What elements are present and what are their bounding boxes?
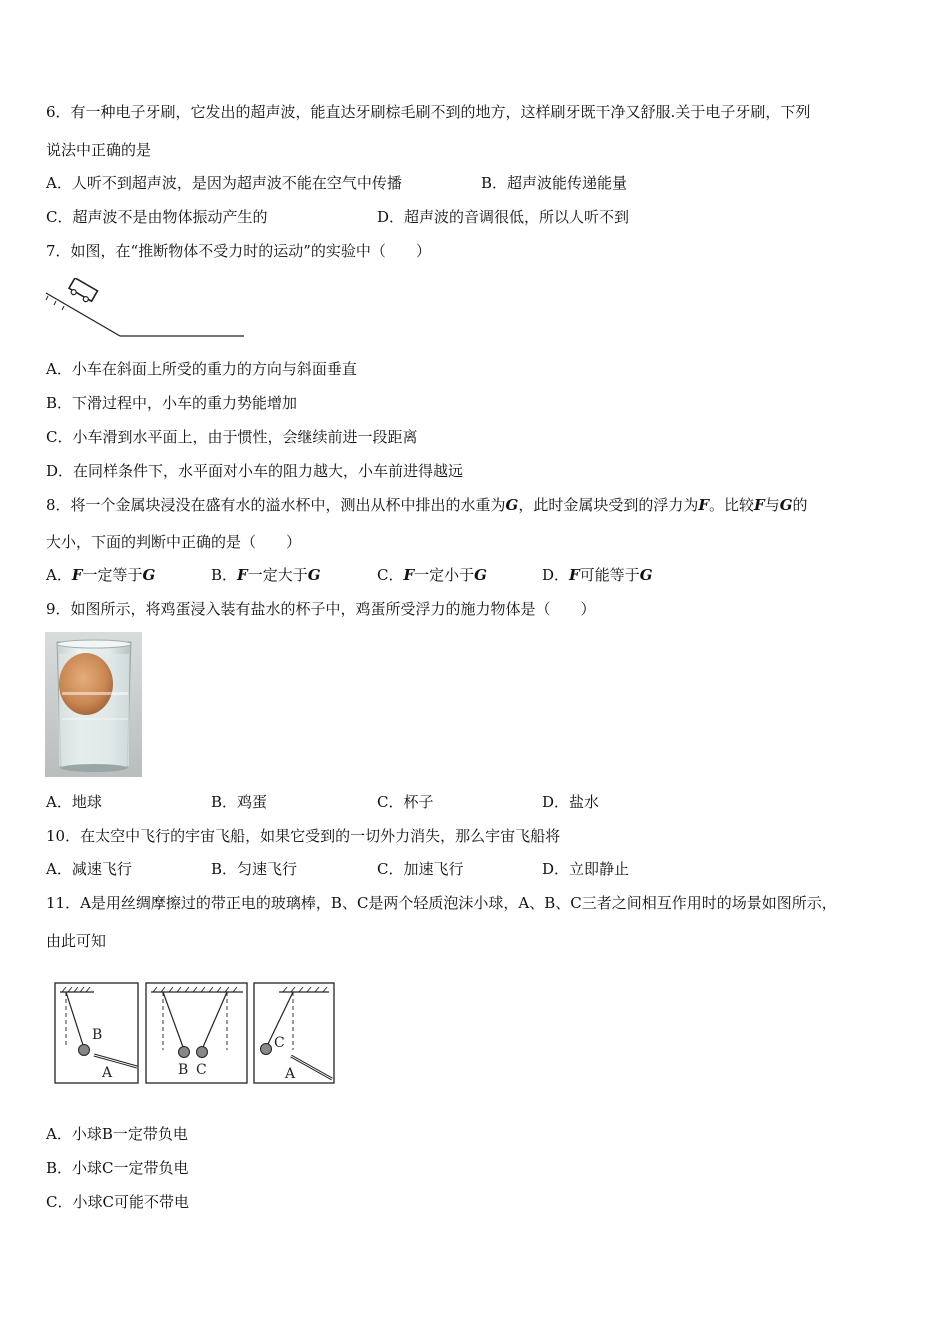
var-f: F — [403, 566, 415, 584]
fig1-label-b: B — [92, 1027, 103, 1043]
var-f: F — [698, 496, 710, 514]
q11-option-b: B．小球C一定带负电 — [46, 1159, 189, 1177]
fig2-label-c: C — [196, 1062, 207, 1078]
q7-option-d: D．在同样条件下，水平面对小车的阻力越大，小车前进得越远 — [46, 462, 464, 480]
var-g: G — [639, 566, 653, 584]
q9-option-b: B．鸡蛋 — [211, 793, 268, 811]
incline-cart-figure — [44, 278, 249, 340]
q10-option-a: A．减速飞行 — [46, 860, 132, 878]
q8-stem-part4: 与 — [764, 496, 780, 514]
q6-stem-line1: 6．有一种电子牙刷，它发出的超声波，能直达牙刷棕毛刷不到的地方，这样刷牙既干净又舒服.关于电子牙刷，下列 — [46, 103, 811, 121]
var-f: F — [754, 496, 765, 514]
var-g: G — [779, 496, 793, 514]
var-f: F — [569, 566, 580, 584]
q8-stem-line1 — [46, 495, 808, 515]
q11-option-a: A．小球B一定带负电 — [46, 1125, 188, 1143]
q8-option-b — [211, 565, 321, 585]
option-label: C． — [377, 566, 404, 584]
q11-stem-line1: 11．A是用丝绸摩擦过的带正电的玻璃棒，B、C是两个轻质泡沫小球，A、B、C三者之间相互作用时的场景如图所示， — [46, 894, 837, 912]
q6-option-b: B．超声波能传递能量 — [481, 174, 628, 192]
fig2-label-b: B — [178, 1062, 189, 1078]
q8-stem-part2: ，此时金属块受到的浮力为 — [518, 496, 699, 514]
q9-option-a: A．地球 — [46, 793, 102, 811]
var-g: G — [474, 566, 487, 584]
q10-option-c: C．加速飞行 — [377, 860, 464, 878]
var-f: F — [237, 566, 248, 584]
q9-stem: 9．如图所示，将鸡蛋浸入装有盐水的杯子中，鸡蛋所受浮力的施力物体是（ ） — [46, 600, 596, 618]
q8-option-d — [542, 565, 653, 585]
egg-in-saltwater-photo — [45, 632, 142, 777]
q11-stem-line2: 由此可知 — [46, 932, 107, 950]
option-label: D． — [542, 566, 570, 584]
q11-option-c: C．小球C可能不带电 — [46, 1193, 189, 1211]
q7-option-b: B．下滑过程中，小车的重力势能增加 — [46, 394, 298, 412]
q8-stem-suffix: 的 — [792, 496, 808, 514]
q7-option-a: A．小车在斜面上所受的重力的方向与斜面垂直 — [46, 360, 357, 378]
option-label: A． — [46, 566, 72, 584]
fig1-label-a: A — [102, 1065, 113, 1081]
fig3-label-a: A — [285, 1066, 296, 1082]
q8-stem-part1: 8．将一个金属块浸没在盛有水的溢水杯中，测出从杯中排出的水重为 — [46, 496, 506, 514]
option-label: B． — [211, 566, 238, 584]
charge-figure-3 — [253, 982, 335, 1084]
var-f: F — [71, 566, 83, 584]
q9-option-c: C．杯子 — [377, 793, 434, 811]
q6-option-a: A．人听不到超声波，是因为超声波不能在空气中传播 — [46, 174, 402, 192]
option-text: 一定大于 — [247, 566, 308, 584]
q10-stem: 10．在太空中飞行的宇宙飞船，如果它受到的一切外力消失，那么宇宙飞船将 — [46, 827, 561, 845]
q9-option-d: D．盐水 — [542, 793, 600, 811]
var-g: G — [142, 566, 156, 584]
var-g: G — [505, 496, 519, 514]
var-g: G — [307, 566, 321, 584]
q6-option-c: C．超声波不是由物体振动产生的 — [46, 208, 268, 226]
q10-option-b: B．匀速飞行 — [211, 860, 298, 878]
q8-option-a — [46, 565, 155, 585]
option-text: 一定等于 — [82, 566, 143, 584]
q6-stem-line2: 说法中正确的是 — [46, 141, 152, 159]
fig3-label-c: C — [274, 1035, 285, 1051]
q8-stem-line2: 大小，下面的判断中正确的是（ ） — [46, 533, 302, 551]
charge-figure-1 — [54, 982, 139, 1084]
q7-stem: 7．如图，在“推断物体不受力时的运动”的实验中（ ） — [46, 242, 431, 260]
q6-option-d: D．超声波的音调很低，所以人听不到 — [377, 208, 630, 226]
q8-stem-part3: 。比较 — [709, 496, 755, 514]
option-text: 一定小于 — [414, 566, 475, 584]
q7-option-c: C．小车滑到水平面上，由于惯性，会继续前进一段距离 — [46, 428, 418, 446]
option-text: 可能等于 — [579, 566, 640, 584]
q8-option-c — [377, 565, 487, 585]
q10-option-d: D．立即静止 — [542, 860, 630, 878]
charge-figure-2 — [145, 982, 248, 1084]
